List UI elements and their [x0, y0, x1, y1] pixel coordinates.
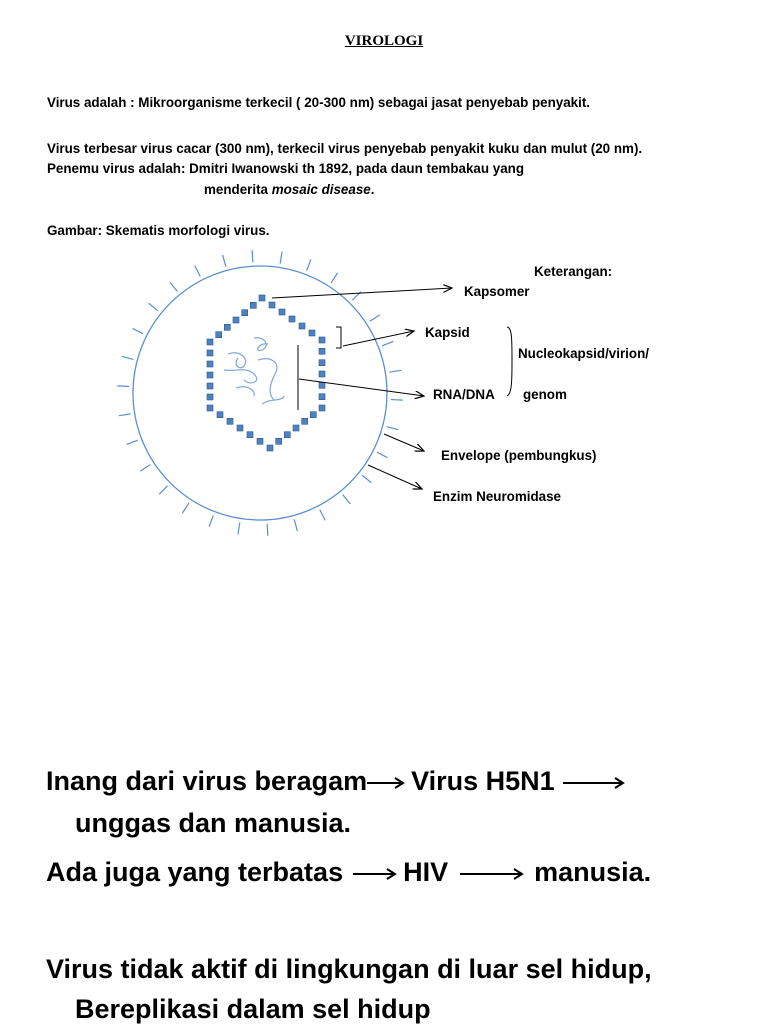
capsomer — [257, 438, 263, 444]
capsomer — [247, 432, 253, 438]
envelope-spike — [119, 414, 131, 416]
capsomer — [319, 405, 325, 411]
envelope-spike — [182, 503, 189, 513]
envelope-spike — [122, 356, 134, 359]
virus-size-info: Virus terbesar virus cacar (300 nm), terkecil virus penyebab penyakit kuku dan mulut (20 nm). — [47, 141, 643, 156]
capsomer — [279, 309, 285, 315]
capsomer — [319, 382, 325, 388]
capsomer — [227, 418, 233, 424]
mosaic-disease-text: mosaic disease — [271, 182, 371, 197]
capsomer — [224, 324, 230, 330]
label-enzim: Enzim Neuromidase — [433, 489, 561, 504]
envelope-spike — [391, 400, 403, 401]
capsomer — [250, 302, 256, 308]
capsomer — [217, 412, 223, 418]
envelope-spike — [343, 495, 351, 504]
capsomer — [319, 348, 325, 354]
envelope-spike — [238, 522, 240, 534]
line4-prefix: menderita — [204, 182, 272, 197]
envelope-spike — [331, 273, 338, 283]
limited-host-text: Ada juga yang terbatas — [46, 857, 344, 887]
label-kapsomer: Kapsomer — [464, 284, 530, 299]
capsomer-group — [207, 295, 325, 451]
arrow-right-icon — [367, 775, 405, 791]
capsomer — [267, 445, 273, 451]
capsomer — [207, 361, 213, 367]
envelope-spike — [307, 259, 311, 270]
label-kapsid: Kapsid — [425, 325, 470, 340]
envelope-spike — [170, 282, 178, 291]
envelope-spike — [159, 486, 167, 495]
human-text: manusia. — [534, 857, 652, 887]
enzim-arrow — [368, 465, 422, 489]
envelope-spike — [252, 250, 253, 262]
envelope-spike — [117, 386, 129, 387]
capsomer — [319, 360, 325, 366]
envelope-arrow — [384, 434, 424, 451]
envelope-spike — [132, 328, 143, 333]
capsomer — [207, 405, 213, 411]
arrow-right-icon — [353, 866, 397, 882]
host-line-3 — [46, 855, 651, 889]
envelope-spike — [140, 465, 150, 472]
capsomer — [207, 383, 213, 389]
capsomer — [237, 425, 243, 431]
envelope-spike — [195, 266, 200, 277]
capsomer — [319, 337, 325, 343]
envelope-spike — [280, 252, 282, 264]
capsomer — [289, 316, 295, 322]
genome-strands — [224, 338, 284, 404]
envelope-spike — [387, 427, 399, 430]
capsomer — [299, 323, 305, 329]
arrow-right-icon — [460, 866, 524, 882]
envelope-spike — [149, 303, 158, 311]
page-title: VIROLOGI — [344, 33, 424, 49]
capsomer — [259, 295, 265, 301]
capsomer — [207, 394, 213, 400]
capsomer — [207, 372, 213, 378]
kapsid-arrow — [343, 331, 414, 346]
label-nucleokapsid: Nucleokapsid/virion/ — [518, 346, 649, 361]
host-line-2: unggas dan manusia. — [75, 808, 352, 838]
capsomer — [319, 394, 325, 400]
envelope-spike — [294, 519, 297, 531]
capsomer — [293, 425, 299, 431]
legend-title: Keterangan: — [534, 264, 613, 279]
envelope-spike — [389, 370, 401, 372]
replicate-line: Bereplikasi dalam sel hidup — [75, 994, 431, 1024]
envelope-spike — [370, 315, 380, 322]
envelope-spike — [377, 452, 388, 457]
capsomer — [284, 432, 290, 438]
capsomer — [319, 371, 325, 377]
rna-dna-arrow — [299, 379, 424, 396]
envelope-spike — [223, 255, 226, 267]
host-varied-text: Inang dari virus beragam — [46, 766, 368, 796]
virus-definition: Virus adalah : Mikroorganisme terkecil ( 20-300 nm) sebagai jasat penyebab penyakit. — [47, 95, 591, 110]
arrow-right-icon — [563, 775, 625, 791]
label-rna-dna: RNA/DNA — [433, 387, 495, 402]
line4-suffix: . — [370, 182, 375, 197]
hiv-text: HIV — [403, 857, 449, 887]
capsomer — [276, 438, 282, 444]
host-line-1 — [46, 764, 625, 798]
envelope-spike — [320, 510, 325, 521]
figure-caption: Gambar: Skematis morfologi virus. — [47, 223, 270, 238]
capsomer — [242, 310, 248, 316]
capsomer — [233, 317, 239, 323]
capsomer — [269, 302, 275, 308]
envelope-circle — [133, 266, 387, 520]
envelope-spike — [267, 524, 268, 536]
capsomer — [302, 418, 308, 424]
nucleokapsid-bracket — [507, 327, 512, 396]
inactive-line: Virus tidak aktif di lingkungan di luar sel hidup, — [46, 954, 652, 984]
kapsomer-arrow — [272, 288, 452, 298]
capsomer — [207, 350, 213, 356]
capsomer — [309, 330, 315, 336]
envelope-spike — [362, 475, 371, 483]
label-genom: genom — [523, 387, 567, 402]
capsomer — [207, 339, 213, 345]
envelope-spike — [127, 440, 138, 444]
envelope-spike — [209, 515, 213, 526]
virus-discoverer: Penemu virus adalah: Dmitri Iwanowski th 1892, pada daun tembakau yang — [47, 161, 524, 176]
capsid-bracket — [336, 327, 341, 348]
capsomer — [216, 332, 222, 338]
capsomer — [310, 412, 316, 418]
label-envelope: Envelope (pembungkus) — [441, 448, 597, 463]
envelope-spike — [382, 341, 393, 345]
h5n1-text: Virus H5N1 — [411, 766, 555, 796]
